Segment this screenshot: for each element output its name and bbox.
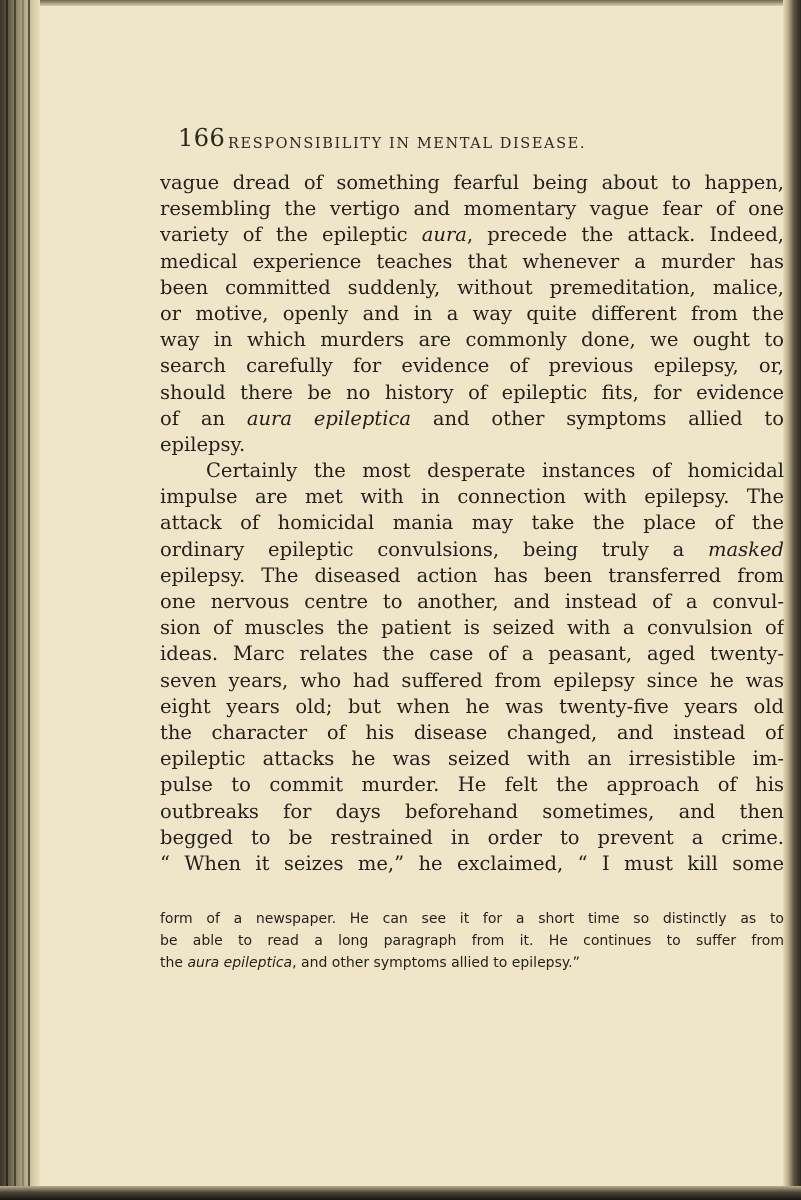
body-line: attack of homicidal mania may take the place of the: [160, 511, 784, 535]
body-text: [160, 170, 784, 877]
body-line: ideas. Marc relates the case of a peasant, aged twenty-: [160, 642, 784, 666]
footnote-line: be able to read a long paragraph from it. He continues to suffer from: [160, 933, 784, 949]
footnote-line: form of a newspaper. He can see it for a short time so distinctly as to: [160, 911, 784, 927]
page-number: 166: [178, 124, 226, 152]
paragraph-start-line: Certainly the most desperate instances of homicidal: [206, 459, 784, 483]
body-line: epilepsy.: [160, 432, 246, 456]
body-line: resembling the vertigo and momentary vague fear of one: [160, 197, 784, 221]
body-line: outbreaks for days beforehand sometimes, and then: [160, 799, 784, 823]
body-line: pulse to commit murder. He felt the approach of his: [160, 773, 784, 797]
body-line: way in which murders are commonly done, we ought to: [160, 328, 784, 352]
book-binding-edge: [0, 0, 40, 1200]
body-line: “ When it seizes me,” he exclaimed, “ I must kill some: [160, 851, 784, 875]
italic-term: aura epileptica: [246, 406, 412, 430]
body-line: impulse are met with in connection with epilepsy. The: [160, 485, 784, 509]
italic-term: masked: [708, 537, 784, 561]
body-line: been committed suddenly, without premeditation, malice,: [160, 275, 784, 299]
italic-term: aura: [421, 223, 467, 247]
running-head: RESPONSIBILITY IN MENTAL DISEASE.: [228, 136, 587, 152]
body-line: sion of muscles the patient is seized with a convulsion of: [160, 616, 784, 640]
page-header: [178, 124, 778, 164]
body-line: or motive, openly and in a way quite different from the: [160, 301, 784, 325]
page-right-edge: [783, 0, 801, 1200]
body-line: eight years old; but when he was twenty-five years old: [160, 694, 784, 718]
footnote-line: the aura epileptica, and other symptoms allied to epilepsy.”: [160, 955, 580, 971]
body-line: seven years, who had suffered from epilepsy since he was: [160, 668, 784, 692]
italic-term: aura epileptica: [187, 955, 293, 971]
body-line: epileptic attacks he was seized with an irresistible im-: [160, 747, 784, 771]
page-bottom-edge: [0, 1186, 801, 1200]
body-line: epilepsy. The diseased action has been transferred from: [160, 563, 784, 587]
footnote: [160, 908, 784, 974]
body-line: the character of his disease changed, and instead of: [160, 720, 784, 744]
body-line: variety of the epileptic aura, precede the attack. Indeed,: [160, 223, 784, 247]
body-line: should there be no history of epileptic fits, for evidence: [160, 380, 784, 404]
body-line: one nervous centre to another, and instead of a convul-: [160, 590, 784, 613]
page-top-edge: [0, 0, 801, 6]
body-line: begged to be restrained in order to prevent a crime.: [160, 825, 784, 849]
body-line: search carefully for evidence of previous epilepsy, or,: [160, 354, 784, 378]
body-line: vague dread of something fearful being about to happen,: [160, 171, 784, 194]
body-line: of an aura epileptica and other symptoms allied to: [160, 406, 784, 430]
body-line: ordinary epileptic convulsions, being truly a masked: [160, 537, 784, 561]
body-line: medical experience teaches that whenever a murder has: [160, 249, 784, 273]
